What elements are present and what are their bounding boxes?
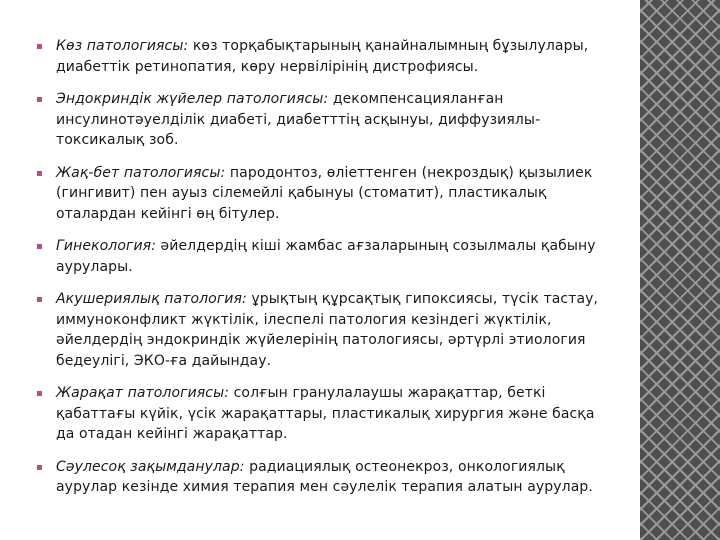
item-text: әйелдердің кіші жамбас ағзаларының созылмалы қабыну аурулары. (56, 238, 596, 275)
item-term: Акушериялық патология: (56, 291, 247, 307)
square-bullet-icon: ▪ (36, 461, 43, 473)
item-text: декомпенсацияланған инсулинотәуелділік диабеті, диабетттің асқынуы, диффузиялы-токсикалық зоб. (56, 91, 541, 148)
slide-content (36, 36, 616, 510)
item-term: Гинекология: (56, 238, 156, 254)
list-item (36, 36, 616, 77)
item-text: пародонтоз, өліеттенген (некроздық) қызылиек (гингивит) пен ауыз сілемейлі қабынуы (стоматит), пластикалық оталардан кейінгі өң бітулер. (56, 164, 593, 222)
item-text: радиациялық остеонекроз, онкологиялық аурулар кезінде химия терапия мен сәулелік терапия алатын аурулар. (56, 458, 593, 495)
decorative-side-pattern (640, 0, 720, 540)
bullet-list (36, 36, 616, 498)
item-text: ұрықтың құрсақтық гипоксиясы, түсік тастау, иммуноконфликт жүктілік, ілеспелі патология кезіндегі жүктілік, әйелдердің эндокриндік жүйелерінің патологиясы, әртүрлі этиология бедеулігі, ЭКО-ға дайындау. (56, 291, 599, 369)
square-bullet-icon: ▪ (36, 388, 43, 399)
list-item (36, 383, 616, 445)
list-item (36, 163, 616, 225)
square-bullet-icon: ▪ (36, 241, 43, 252)
item-text: солғын гранулалаушы жарақаттар, беткі қабаттағы күйік, үсік жарақаттары, пластикалық хирургия және басқа да отадан кейінгі жарақаттар. (56, 385, 595, 442)
list-item (36, 289, 616, 371)
item-text: көз торқабықтарының қанайналымның бұзылулары, диабеттік ретинопатия, көру нервілірінің дистрофиясы. (56, 38, 589, 75)
list-item (36, 236, 616, 277)
item-term: Эндокриндік жүйелер патологиясы: (56, 91, 329, 107)
item-term: Жақ-бет патологиясы: (56, 164, 226, 181)
square-bullet-icon: ▪ (36, 294, 43, 305)
square-bullet-icon: ▪ (36, 94, 43, 105)
square-bullet-icon: ▪ (36, 41, 43, 52)
item-term: Жарақат патологиясы: (56, 385, 230, 401)
square-bullet-icon: ▪ (36, 167, 43, 179)
list-item (36, 89, 616, 151)
list-item (36, 457, 616, 498)
item-term: Көз патологиясы: (56, 38, 189, 54)
item-term: Сәулесоқ зақымданулар: (56, 458, 245, 475)
